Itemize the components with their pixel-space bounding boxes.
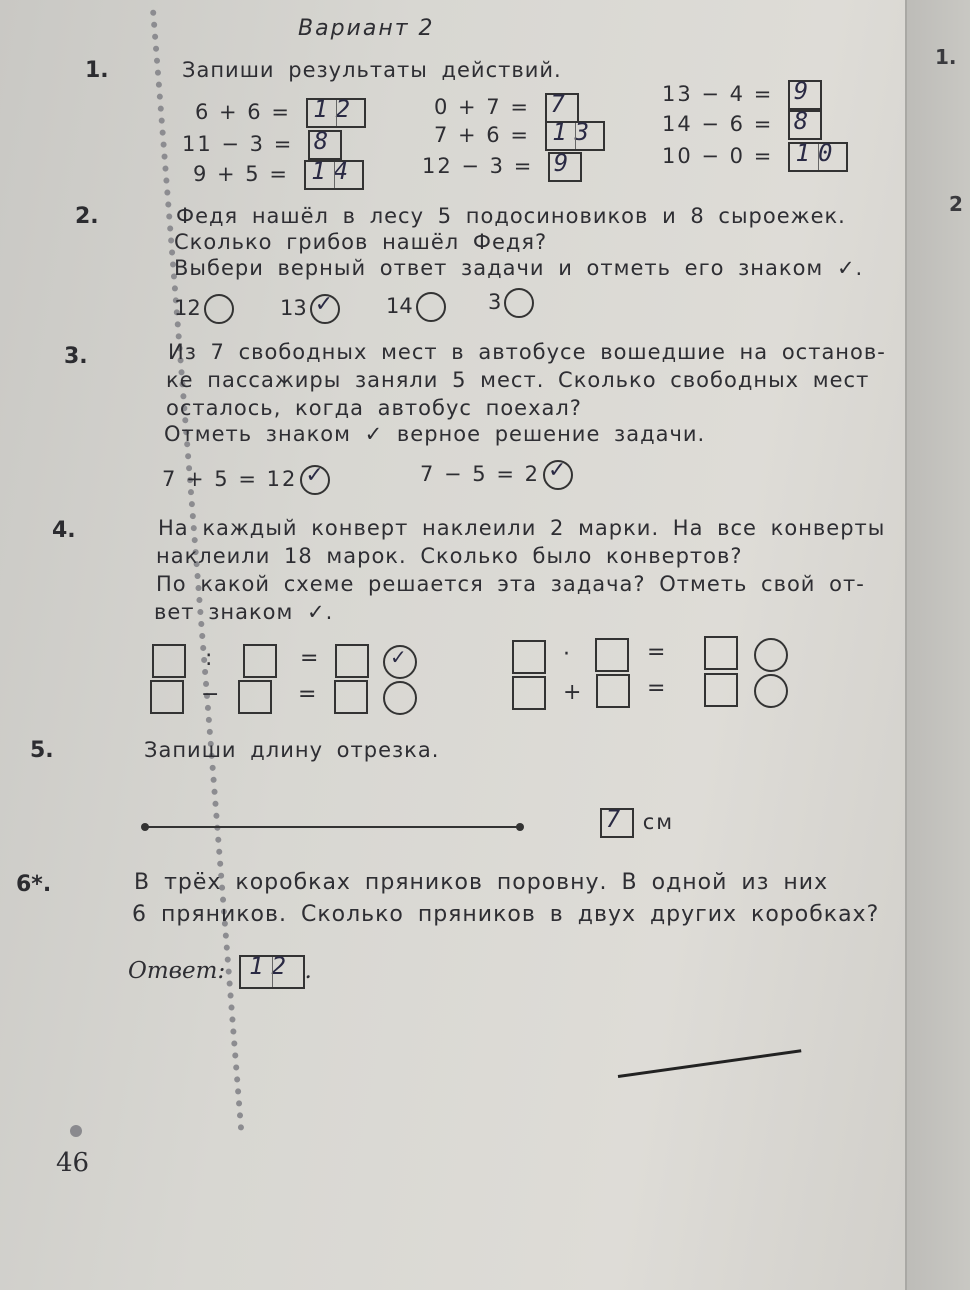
answer-box[interactable] [304, 157, 364, 190]
check-mark: ✓ [547, 458, 569, 483]
scheme-box [704, 673, 738, 707]
option-label: 14 [386, 294, 413, 318]
handwritten-answer: 12 [313, 95, 359, 123]
segment-endpoint [141, 823, 149, 831]
handwritten-answer: 9 [793, 77, 817, 105]
equation-expression: 11 − 3 = [182, 132, 294, 156]
answer-box[interactable] [600, 805, 634, 838]
answer-option[interactable] [386, 292, 446, 322]
handwritten-answer: 14 [311, 157, 357, 185]
task-text-line: 6 пряников. Сколько пряников в двух других коробках? [132, 902, 880, 927]
scheme-equals: = [300, 646, 319, 671]
task-text-line: Отметь знаком ✓ верное решение задачи. [164, 422, 706, 446]
task-number: 4. [52, 518, 76, 543]
answer-box[interactable] [548, 149, 582, 182]
scheme-circle[interactable] [383, 681, 417, 715]
solution-option[interactable] [162, 465, 330, 495]
equation [182, 127, 342, 160]
equation [662, 107, 822, 140]
solution-option[interactable] [420, 460, 573, 490]
answer-option[interactable] [174, 294, 234, 324]
check-mark: ✓ [390, 645, 407, 669]
scheme-operator: : [205, 646, 213, 671]
scheme-circle[interactable] [754, 674, 788, 708]
task-text-line: Федя нашёл в лесу 5 подосиновиков и 8 сыроежек. [176, 204, 846, 228]
task-text-line: осталось, когда автобус поехал? [166, 396, 582, 420]
task-text-line: По какой схеме решается эта задача? Отметь свой от- [156, 572, 865, 596]
scheme-box [512, 676, 546, 710]
solution-expression: 7 − 5 = 2 [420, 462, 540, 486]
scheme-box [512, 640, 546, 674]
handwritten-answer: 7 [550, 90, 573, 118]
equation-expression: 6 + 6 = [195, 100, 291, 124]
answer-box[interactable] [306, 95, 366, 128]
scheme-box [596, 674, 630, 708]
unit-label: см [642, 810, 675, 834]
segment-endpoint [516, 823, 524, 831]
answer-box[interactable] [545, 118, 605, 151]
solution-expression: 7 + 5 = 12 [162, 467, 298, 491]
handwritten-answer: 8 [313, 127, 337, 155]
answer-option[interactable] [280, 294, 340, 324]
task-number: 3. [64, 344, 88, 369]
equation [662, 77, 822, 110]
scheme-circle[interactable] [754, 638, 788, 672]
task-number: 2. [75, 204, 99, 229]
task-text-line: Из 7 свободных мест в автобусе вошедшие на останов- [168, 340, 886, 364]
task-text-line: вет знаком ✓. [154, 600, 334, 624]
scheme-box [150, 680, 184, 714]
equation [434, 118, 605, 151]
task-text-line: ке пассажиры заняли 5 мест. Сколько свободных мест [166, 368, 870, 392]
adjacent-task-number: 2 [949, 192, 963, 216]
handwritten-answer: 7 [605, 805, 629, 833]
equation-expression: 13 − 4 = [662, 82, 774, 106]
length-answer [594, 805, 675, 838]
equation-expression: 10 − 0 = [662, 144, 774, 168]
equation [422, 149, 582, 182]
answer-box[interactable] [239, 952, 305, 989]
option-circle[interactable] [416, 292, 446, 322]
adjacent-task-number: 1. [935, 45, 957, 69]
task-text-line: В трёх коробках пряников поровну. В одной из них [134, 870, 829, 895]
scheme-operator: − [201, 682, 220, 707]
scheme-operator: · [563, 642, 570, 667]
scheme-equals: = [647, 676, 666, 701]
answer-box[interactable] [788, 107, 822, 140]
equation-expression: 7 + 6 = [434, 123, 530, 147]
page-title: Вариант 2 [298, 16, 435, 41]
task-text-line: Сколько грибов нашёл Федя? [174, 230, 548, 254]
scheme-box [152, 644, 186, 678]
handwritten-answer: 10 [795, 139, 841, 167]
page-number: 46 [56, 1148, 90, 1178]
option-label: 12 [174, 296, 201, 320]
adjacent-page-edge [905, 0, 970, 1290]
check-mark: ✓ [314, 292, 334, 317]
answer-line [128, 952, 312, 989]
answer-box[interactable] [788, 77, 822, 110]
task-text-line: наклеили 18 марок. Сколько было конвертов? [156, 544, 743, 568]
margin-dot [70, 1125, 82, 1137]
equation-expression: 0 + 7 = [434, 95, 530, 119]
answer-period: . [304, 958, 312, 984]
handwritten-answer: 12 [249, 952, 294, 980]
scheme-equals: = [298, 682, 317, 707]
pen-stroke [618, 1049, 802, 1078]
equation [662, 139, 848, 172]
scheme-box [238, 680, 272, 714]
equation-expression: 14 − 6 = [662, 112, 774, 136]
check-mark: ✓ [305, 463, 326, 488]
answer-box[interactable] [788, 139, 848, 172]
handwritten-answer: 8 [793, 107, 817, 135]
option-label: 3 [488, 290, 502, 314]
handwritten-answer: 13 [552, 118, 598, 146]
option-circle[interactable] [310, 294, 340, 324]
task-number: 1. [85, 58, 109, 83]
equation [195, 95, 366, 128]
equation-expression: 9 + 5 = [193, 162, 289, 186]
scheme-circle[interactable] [383, 645, 417, 679]
task-text: Запиши результаты действий. [182, 58, 562, 82]
task-number: 6*. [16, 872, 52, 897]
equation-expression: 12 − 3 = [422, 154, 534, 178]
scheme-operator: + [563, 680, 582, 705]
scheme-box [335, 644, 369, 678]
option-circle[interactable] [504, 288, 534, 318]
handwritten-answer: 9 [553, 149, 577, 177]
scheme-box [704, 636, 738, 670]
task-text-line: Выбери верный ответ задачи и отметь его знаком ✓. [174, 256, 864, 280]
task-text: Запиши длину отрезка. [144, 738, 440, 762]
task-text-line: На каждый конверт наклеили 2 марки. На все конверты [158, 516, 886, 540]
answer-option[interactable] [488, 288, 534, 318]
answer-label: Ответ: [128, 958, 226, 984]
line-segment [145, 826, 520, 828]
scheme-box [243, 644, 277, 678]
option-label: 13 [280, 296, 307, 320]
scheme-box [595, 638, 629, 672]
answer-box[interactable] [308, 127, 342, 160]
task-number: 5. [30, 738, 54, 763]
equation [193, 157, 364, 190]
scheme-equals: = [647, 640, 666, 665]
option-circle[interactable] [204, 294, 234, 324]
option-circle[interactable] [300, 465, 330, 495]
option-circle[interactable] [543, 460, 573, 490]
scheme-box [334, 680, 368, 714]
